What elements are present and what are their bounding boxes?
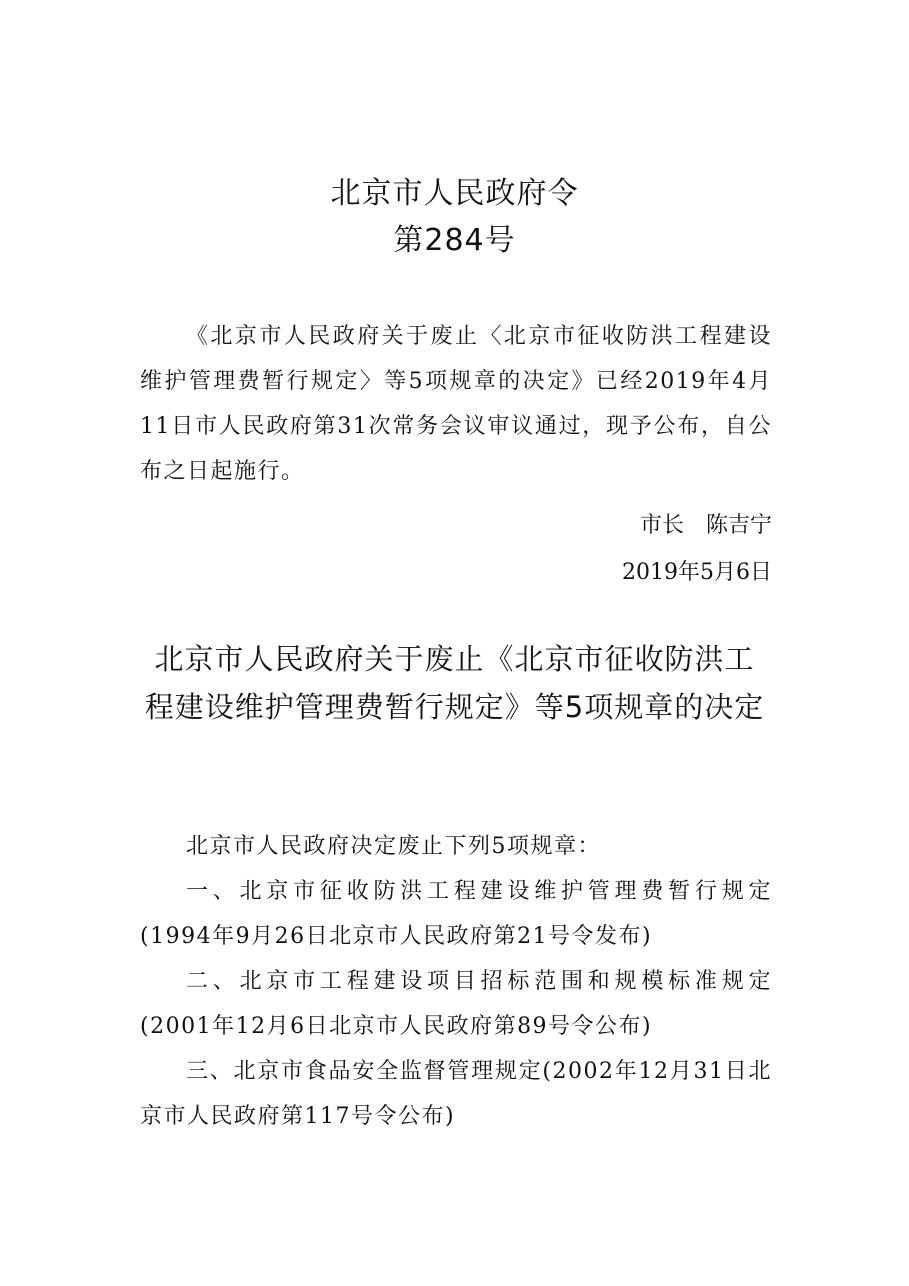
decision-intro: 北京市人民政府决定废止下列5项规章： — [186, 834, 601, 859]
order-title: 北京市人民政府令 — [330, 176, 579, 211]
decision-title: 北京市人民政府关于废止《北京市征收防洪工程建设维护管理费暂行规定》等5项规章的决定 — [144, 642, 765, 724]
mayor-signature: 市长 陈吉宁 — [639, 513, 772, 538]
order-number: 第284号 — [393, 223, 516, 258]
decision-body — [140, 824, 772, 1139]
issue-date: 2019年5月6日 — [622, 560, 772, 585]
decision-item-2: 二、北京市工程建设项目招标范围和规模标准规定(2001年12月6日北京市人民政府第89号令公布) — [140, 969, 772, 1039]
decision-item-3: 三、北京市食品安全监督管理规定(2002年12月31日北京市人民政府第117号令公布) — [140, 1059, 772, 1129]
announcement-paragraph: 《北京市人民政府关于废止〈北京市征收防洪工程建设维护管理费暂行规定〉等5项规章的决定》已经2019年4月11日市人民政府第31次常务会议审议通过，现予公布，自公布之日起施行。 — [140, 324, 772, 484]
decision-item-1: 一、北京市征收防洪工程建设维护管理费暂行规定(1994年9月26日北京市人民政府第21号令发布) — [140, 879, 772, 949]
